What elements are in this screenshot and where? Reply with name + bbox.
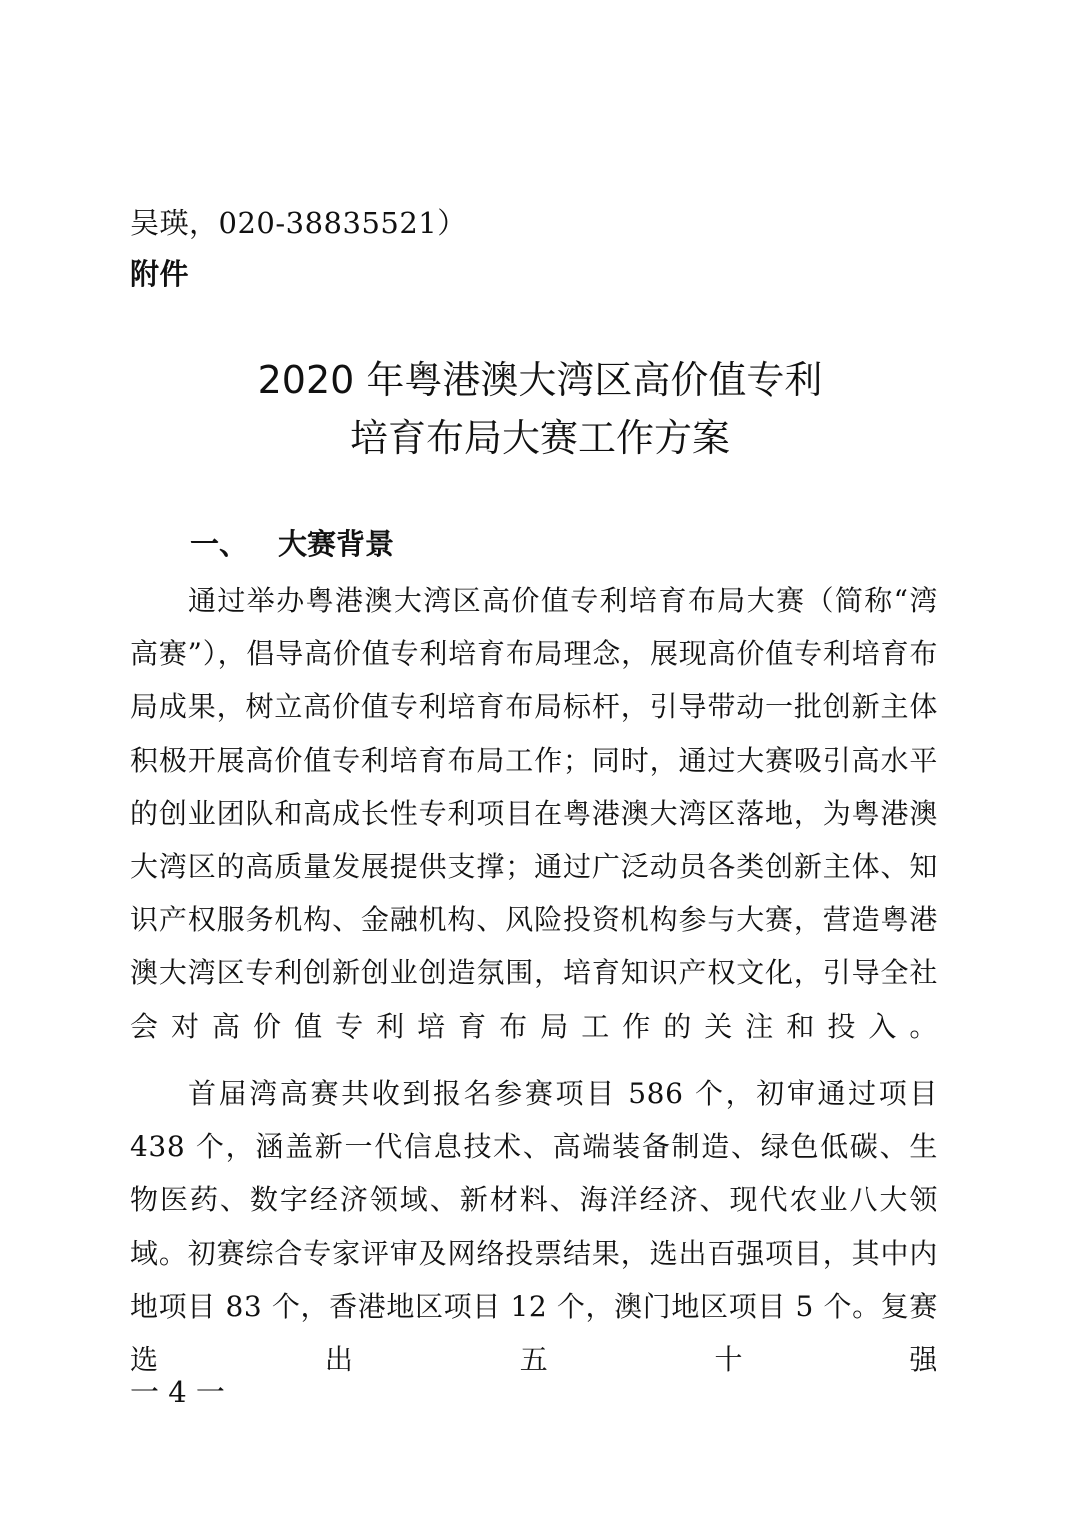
document-title-line1: 2020 年粤港澳大湾区高价值专利 (257, 358, 823, 402)
paragraph-background: 通过举办粤港澳大湾区高价值专利培育布局大赛（简称“湾高赛”），倡导高价值专利培育布局理念，展现高价值专利培育布局成果，树立高价值专利培育布局标杆，引导带动一批创新主体积极开展高价值专利培育布局工作；同时，通过大赛吸引高水平的创业团队和高成长性专利项目在粤港澳大湾区落地，为粤港澳大湾区的高质量发展提供支撑；通过广泛动员各类创新主体、知识产权服务机构、金融机构、风险投资机构参与大赛，营造粤港澳大湾区专利创新创业创造氛围，培育知识产权文化，引导全社会对高价值专利培育布局工作的关注和投入。 (130, 584, 938, 1043)
contact-line: 吴瑛，020-38835521） (130, 206, 467, 240)
document-title-line2: 培育布局大赛工作方案 (349, 416, 730, 460)
section-title: 大赛背景 (278, 527, 395, 561)
paragraph-first-contest: 首届湾高赛共收到报名参赛项目 586 个，初审通过项目 438 个，涵盖新一代信息技术、高端装备制造、绿色低碳、生物医药、数字经济领域、新材料、海洋经济、现代农业八大领域。初赛综合专家评审及网络投票结果，选出百强项目，其中内地项目 83 个，香港地区项目 12 个，澳门地区项目 5 个。复赛选出五十强 (130, 1077, 938, 1377)
page-number: 一 4 一 (130, 1375, 225, 1409)
section-heading (190, 524, 394, 564)
attachment-label: 附件 (130, 257, 190, 291)
section-number: 一、 (190, 527, 249, 561)
